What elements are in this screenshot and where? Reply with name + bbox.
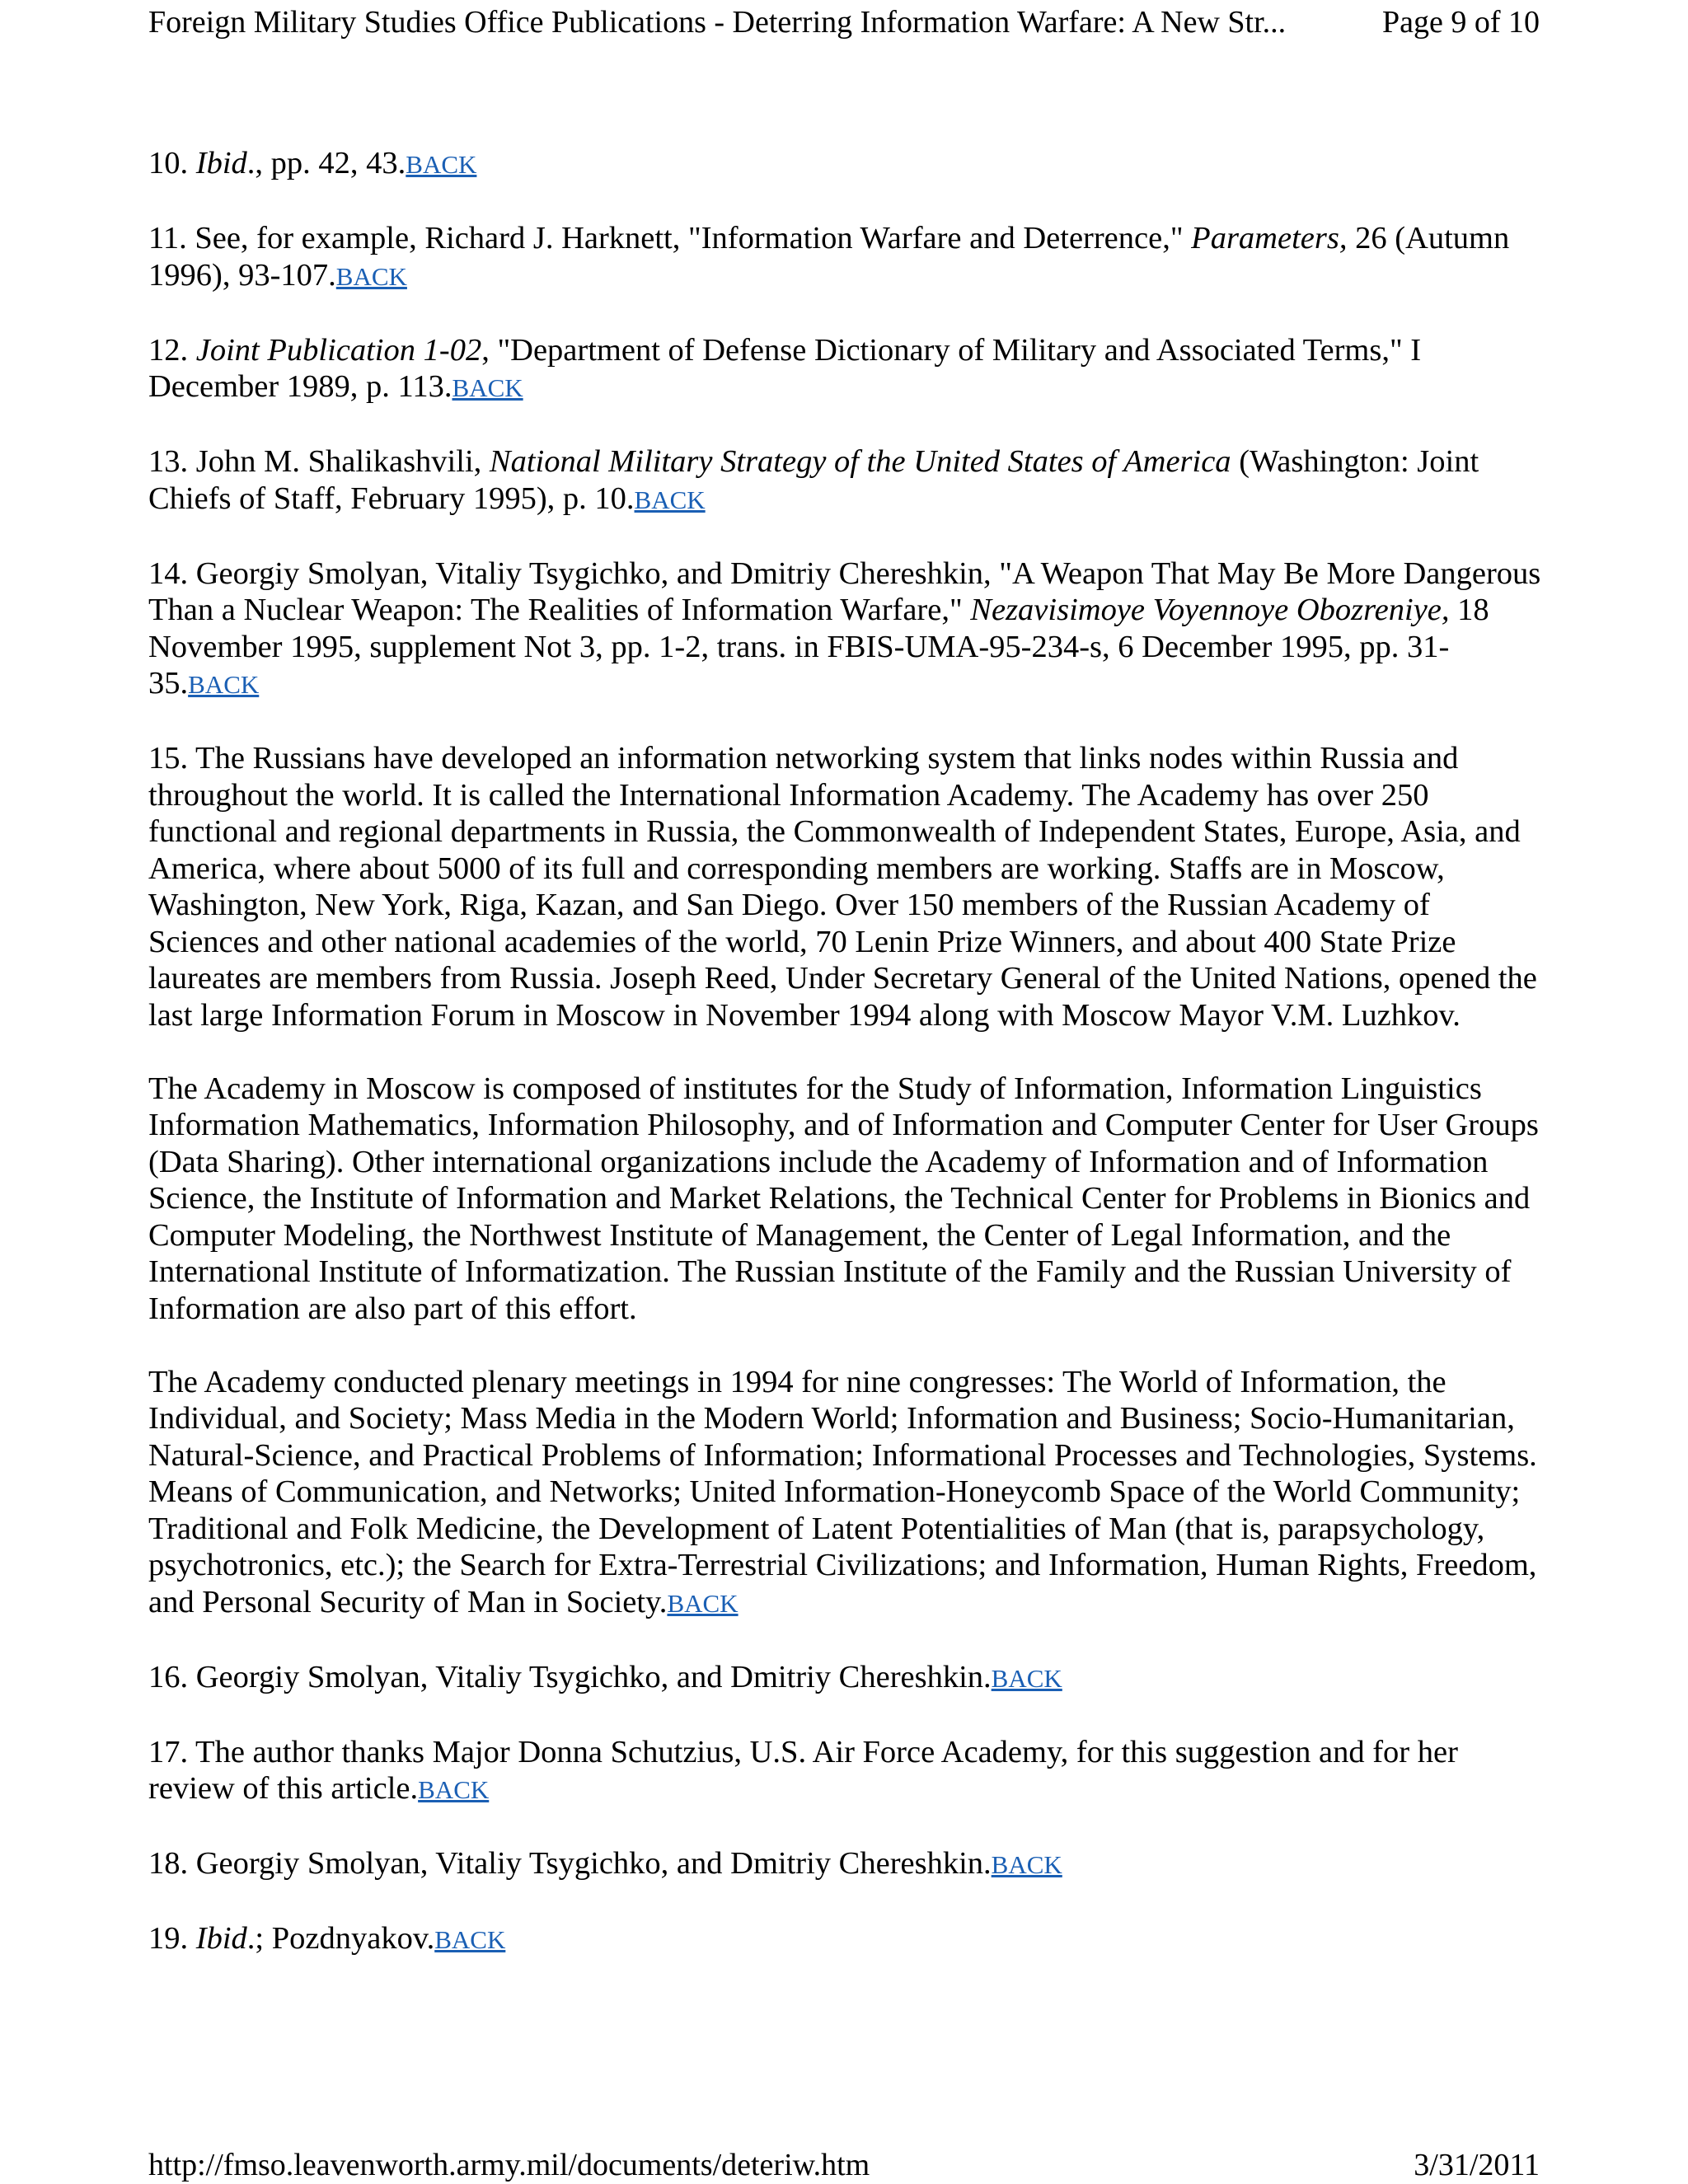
endnote-text: 10.: [148, 146, 196, 180]
endnote-text: (Washington: Joint Chiefs of Staff, February 1995), p. 10.: [148, 444, 1479, 516]
back-link[interactable]: BACK: [406, 150, 477, 179]
endnote-text: 18. Georgiy Smolyan, Vitaliy Tsygichko, and Dmitriy Chereshkin.: [148, 1846, 992, 1881]
endnote-text: 12.: [148, 332, 196, 368]
endnote-text: , "Department of Defense Dictionary of Military and Associated Terms," I December 1989, p. 113.: [148, 332, 1422, 404]
print-date: 3/31/2011: [1414, 2148, 1540, 2182]
endnote-text: 26 (Autumn 1996), 93-107.: [148, 221, 1510, 293]
back-link[interactable]: BACK: [634, 485, 706, 514]
endnote: [148, 555, 1543, 704]
page-number: Page 9 of 10: [1381, 5, 1540, 40]
back-link[interactable]: BACK: [418, 1775, 490, 1804]
endnote-text: 16. Georgiy Smolyan, Vitaliy Tsygichko, and Dmitriy Chereshkin.: [148, 1659, 992, 1694]
page-footer: [148, 2146, 1540, 2184]
endnote-text: 11. See, for example, Richard J. Harknett, "Information Warfare and Deterrence,": [148, 221, 1192, 255]
back-link[interactable]: BACK: [188, 670, 260, 699]
endnote: [148, 1364, 1543, 1623]
page-url: http://fmso.leavenworth.army.mil/documents/deteriw.htm: [148, 2148, 870, 2182]
endnote-text: The Academy in Moscow is composed of institutes for the Study of Information, Information Linguistics Information Mathematics, Information Philosophy, and of Information and Computer Center for User Groups (Data Sharing). Other international organizations include the Academy of Information and of Information Science, the Institute of Information and Market Relations, the Technical Center for Problems in Bionics and Computer Modeling, the Northwest Institute of Management, the Center of Legal Information, and the International Institute of Informatization. The Russian Institute of the Family and the Russian University of Information are also part of this effort.: [148, 1071, 1539, 1326]
endnote-italic-text: Parameters,: [1191, 221, 1348, 255]
endnote: [148, 1920, 1543, 1959]
endnote-text: ., pp. 42, 43.: [246, 146, 406, 180]
endnote-text: The Academy conducted plenary meetings in 1994 for nine congresses: The World of Information, the Individual, and Society; Mass Media in the Modern World; Information and Business; Socio-Humanitarian, Natural-Science, and Practical Problems of Information; Informational Processes and Technologies, Systems. Means of Communication, and Networks; United Information-Honeycomb Space of the World Community; Traditional and Folk Medicine, the Development of Latent Potentialities of Man (that is, parapsychology, psychotronics, etc.); the Search for Extra-Terrestrial Civilizations; and Information, Human Rights, Freedom, and Personal Security of Man in Society.: [148, 1364, 1537, 1619]
endnote: [148, 1659, 1543, 1698]
endnote: [148, 145, 1543, 184]
endnote: [148, 1734, 1543, 1809]
endnote: [148, 740, 1543, 1033]
endnote-italic-text: Nezavisimoye Voyennoye Obozreniye,: [970, 593, 1450, 627]
back-link[interactable]: BACK: [452, 373, 523, 402]
back-link[interactable]: BACK: [434, 1925, 506, 1954]
endnote: [148, 443, 1543, 518]
endnote-text: 18 November 1995, supplement Not 3, pp. 1-2, trans. in FBIS-UMA-95-234-s, 6 December 1995, pp. 31-35.: [148, 593, 1489, 701]
endnote-italic-text: Ibid: [195, 146, 247, 180]
endnote-text: 15. The Russians have developed an information networking system that links nodes within Russia and throughout the world. It is called the International Information Academy. The Academy has over 250 functional and regional departments in Russia, the Commonwealth of Independent States, Europe, Asia, and America, where about 5000 of its full and corresponding members are working. Staffs are in Moscow, Washington, New York, Riga, Kazan, and San Diego. Over 150 members of the Russian Academy of Sciences and other national academies of the world, 70 Lenin Prize Winners, and about 400 State Prize laureates are members from Russia. Joseph Reed, Under Secretary General of the United Nations, opened the last large Information Forum in Moscow in November 1994 along with Moscow Mayor V.M. Luzhkov.: [148, 741, 1537, 1033]
back-link[interactable]: BACK: [667, 1588, 738, 1618]
back-link[interactable]: BACK: [335, 261, 407, 291]
endnote: [148, 1071, 1543, 1328]
endnotes-list: [148, 145, 1543, 1995]
back-link[interactable]: BACK: [991, 1850, 1062, 1879]
endnote-text: 14. Georgiy Smolyan, Vitaliy Tsygichko, and Dmitriy Chereshkin, "A Weapon That May Be More Dangerous Than a Nuclear Weapon: The Realities of Information Warfare,": [148, 555, 1541, 627]
endnote-italic-text: Ibid: [195, 1921, 247, 1956]
endnote-italic-text: National Military Strategy of the United States of America: [489, 444, 1231, 479]
endnote-text: 13. John M. Shalikashvili,: [148, 444, 490, 479]
back-link[interactable]: BACK: [991, 1663, 1062, 1693]
endnote-italic-text: Joint Publication 1-02: [195, 332, 482, 368]
endnote-text: 19.: [148, 1921, 196, 1956]
endnote: [148, 332, 1543, 407]
document-title: Foreign Military Studies Office Publications - Deterring Information Warfare: A New Str...: [148, 5, 1287, 40]
endnote: [148, 220, 1543, 295]
endnote-text: 17. The author thanks Major Donna Schutzius, U.S. Air Force Academy, for this suggestion and for her review of this article.: [148, 1734, 1458, 1806]
endnote: [148, 1845, 1543, 1884]
endnote-text: .; Pozdnyakov.: [246, 1921, 435, 1956]
page-header: [148, 3, 1540, 41]
